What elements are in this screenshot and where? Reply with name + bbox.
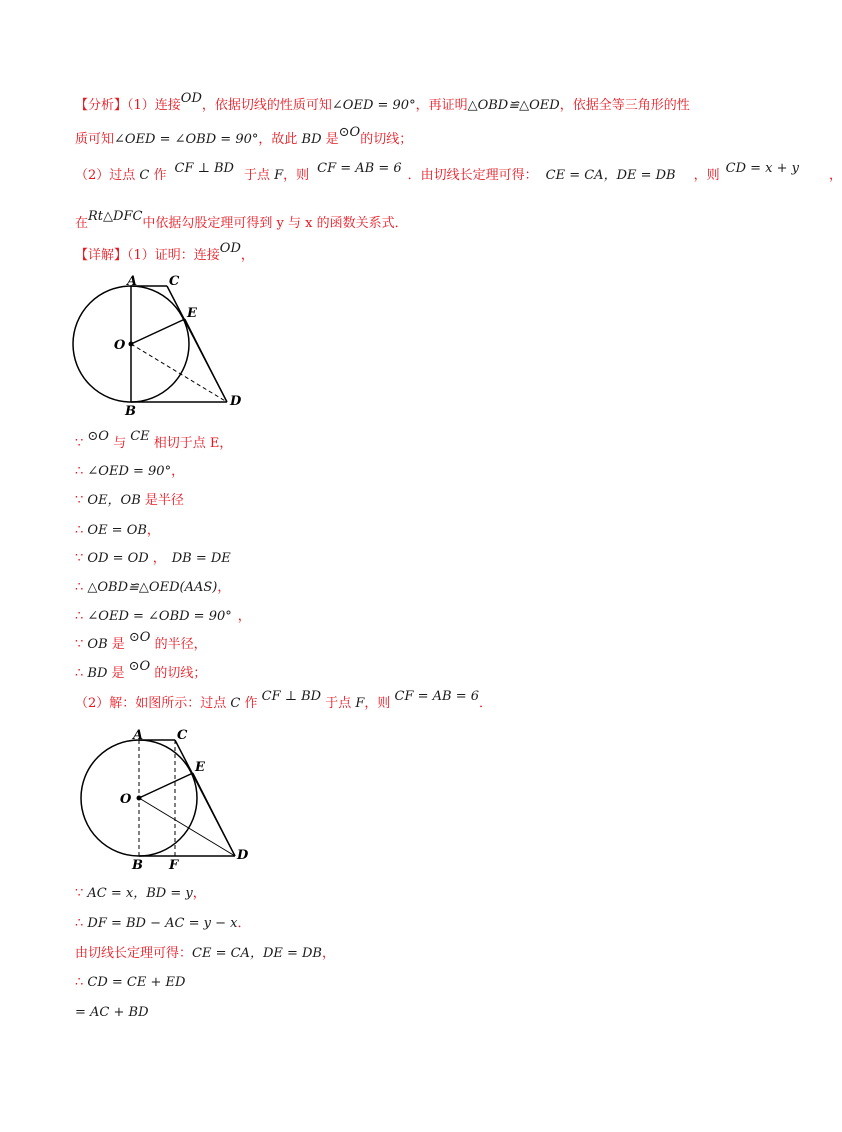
svg-text:D: D bbox=[230, 394, 242, 409]
analysis-heading: 【分析】 bbox=[75, 98, 128, 113]
svg-text:E: E bbox=[195, 760, 205, 775]
proof-line-7: ∴ ∠OED = ∠OBD = 90° ， bbox=[75, 609, 251, 624]
figure-1-svg bbox=[70, 272, 260, 417]
part2-line-5: = AC + BD bbox=[75, 1005, 149, 1020]
svg-text:O: O bbox=[120, 792, 132, 807]
proof-line-6: ∴ △OBD≌△OED(AAS)， bbox=[75, 580, 231, 595]
svg-text:E: E bbox=[187, 306, 197, 321]
figure-2-svg bbox=[78, 726, 268, 874]
svg-text:F: F bbox=[169, 858, 179, 873]
svg-text:C: C bbox=[177, 728, 188, 743]
svg-text:D: D bbox=[237, 848, 249, 863]
analysis-line-4: 在Rt△DFC中依据勾股定理可得到 y 与 x 的函数关系式． bbox=[75, 209, 408, 231]
detail-line-1: 【详解】（1）证明：连接OD， bbox=[75, 241, 254, 263]
svg-text:A: A bbox=[133, 728, 144, 743]
part2-intro: （2）解：如图所示：过点 C 作 CF ⊥ BD 于点 F，则 CF = AB = 6． bbox=[75, 689, 493, 711]
proof-line-8: ∵ OB 是 ⊙O 的半径， bbox=[75, 630, 207, 652]
proof-line-1: ∵ ⊙O 与 CE 相切于点 E， bbox=[75, 429, 233, 451]
proof-line-3: ∵ OE，OB 是半径 bbox=[75, 493, 184, 508]
proof-line-4: ∴ OE = OB， bbox=[75, 523, 160, 538]
part2-line-3: 由切线长定理可得：CE = CA，DE = DB， bbox=[75, 946, 336, 961]
detail-heading: 【详解】 bbox=[75, 248, 128, 263]
figure-1 bbox=[70, 272, 260, 417]
analysis-line-2: 质可知∠OED = ∠OBD = 90°，故此 BD 是⊙O的切线； bbox=[75, 125, 413, 147]
part2-line-1: ∵ AC = x，BD = y， bbox=[75, 886, 206, 901]
svg-text:B: B bbox=[125, 404, 136, 419]
part2-line-2: ∴ DF = BD − AC = y − x． bbox=[75, 916, 251, 931]
proof-line-5: ∵ OD = OD ， DB = DE bbox=[75, 551, 231, 566]
analysis-line-3: （2）过点 C 作 CF ⊥ BD 于点 F，则 CF = AB = 6 ．由切线长定理可得： CE = CA，DE = DB ，则 CD = x + y ， bbox=[75, 161, 842, 183]
proof-line-2: ∴ ∠OED = 90°， bbox=[75, 464, 185, 479]
part2-line-4: ∴ CD = CE + ED bbox=[75, 975, 186, 990]
figure-2 bbox=[78, 726, 268, 874]
svg-text:A: A bbox=[127, 274, 138, 289]
svg-text:O: O bbox=[114, 338, 126, 353]
proof-line-9: ∴ BD 是 ⊙O 的切线； bbox=[75, 659, 207, 681]
svg-text:B: B bbox=[132, 858, 143, 873]
svg-text:C: C bbox=[169, 274, 180, 289]
analysis-line-1: 【分析】（1）连接OD，依据切线的性质可知∠OED = 90°，再证明△OBD≌△OED，依据全等三角形的性 bbox=[75, 91, 690, 113]
